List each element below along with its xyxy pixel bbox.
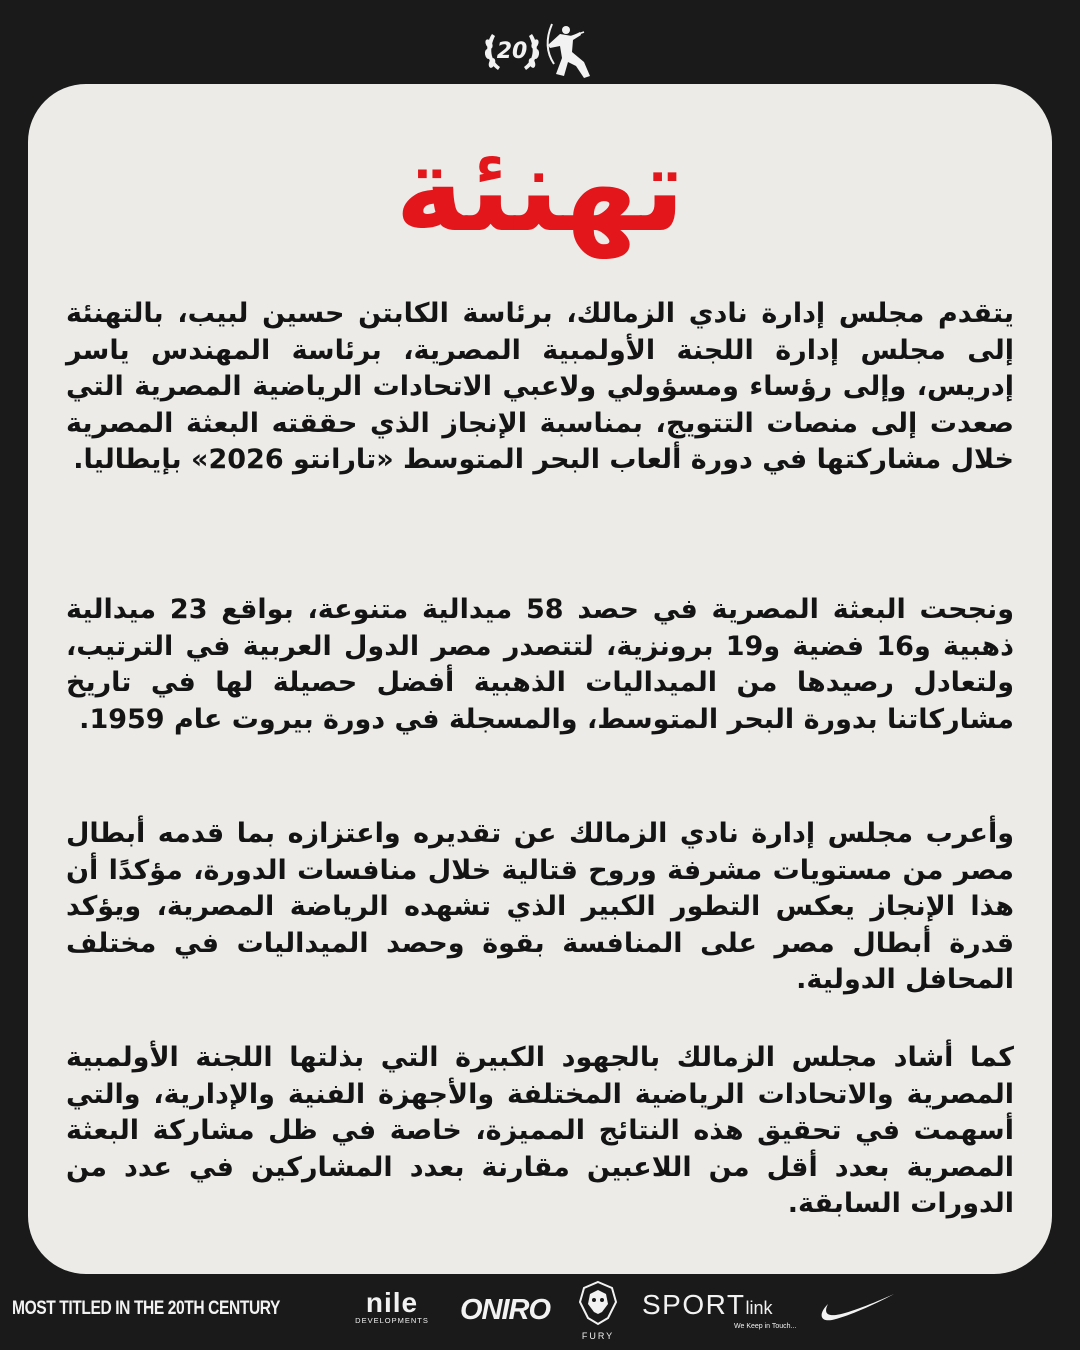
sportlink-suffix: link (745, 1298, 773, 1318)
club-emblem-logo (480, 18, 600, 82)
announcement-card (28, 84, 1052, 1274)
sportlink-main: SPORT (642, 1289, 746, 1320)
nike-swoosh-icon (816, 1290, 896, 1324)
fury-logo (574, 1280, 622, 1340)
body-paragraph-4: كما أشاد مجلس الزمالك بالجهود الكبيرة التي بذلتها اللجنة الأولمبية المصرية والاتحادات الرياضية المختلفة والأجهزة الفنية والإدارية، والتي أسهمت في تحقيق هذه النتائج المميزة، خاصة في ظل مشاركة البعثة المصرية بعدد أقل من اللاعبين مقارنة بعدد المشاركين في عدد من الدورات السابقة. (66, 1042, 1014, 1219)
page-title: تهنئة (394, 120, 686, 258)
nile-developments-logo (346, 1287, 438, 1330)
fury-crest-icon (574, 1280, 622, 1326)
body-paragraph-2: ونجحت البعثة المصرية في حصد 58 ميدالية متنوعة، بواقع 23 ميدالية ذهبية و16 فضية و19 برونزية، لتتصدر مصر الدول العربية في الترتيب، ولتعادل رصيدها من الميداليات الذهبية أفضل حصيلة لها في تاريخ مشاركاتنا بدورة البحر المتوسط، والمسجلة في دورة بيروت عام 1959. (66, 594, 1014, 735)
sportlink-tagline: We Keep in Touch... (734, 1323, 797, 1330)
sportlink-logo (642, 1290, 802, 1331)
footer-tagline: MOST TITLED IN THE 20TH CENTURY (12, 1298, 281, 1319)
oniro-logo: ONIRO (460, 1294, 551, 1326)
body-paragraph-3: وأعرب مجلس إدارة نادي الزمالك عن تقديره واعتزازه بما قدمه أبطال مصر من مستويات مشرفة وروح قتالية خلال منافسات الدورة، مؤكدًا أن هذا الإنجاز يعكس التطور الكبير الذي تشهده الرياضة المصرية، ويؤكد قدرة أبطال مصر على المنافسة بقوة وحصد الميداليات في مختلف المحافل الدولية. (66, 818, 1014, 995)
fury-wordmark: FURY (581, 1331, 615, 1341)
archer-icon (548, 24, 590, 78)
body-paragraph-1: يتقدم مجلس إدارة نادي الزمالك، برئاسة الكابتن حسين لبيب، بالتهنئة إلى مجلس إدارة اللجنة الأولمبية المصرية، برئاسة المهندس ياسر إدريس، وإلى رؤساء ومسؤولي ولاعبي الاتحادات الرياضية المصرية التي صعدت إلى منصات التتويج، بمناسبة الإنجاز الذي حققته البعثة المصرية خلال مشاركتها في دورة ألعاب البحر المتوسط «تارانتو 2026» بإيطاليا. (66, 298, 1014, 475)
nile-subtitle: DEVELOPMENTS (355, 1316, 429, 1325)
nile-wordmark: nile (365, 1287, 419, 1318)
emblem-number: 20 (496, 39, 528, 64)
